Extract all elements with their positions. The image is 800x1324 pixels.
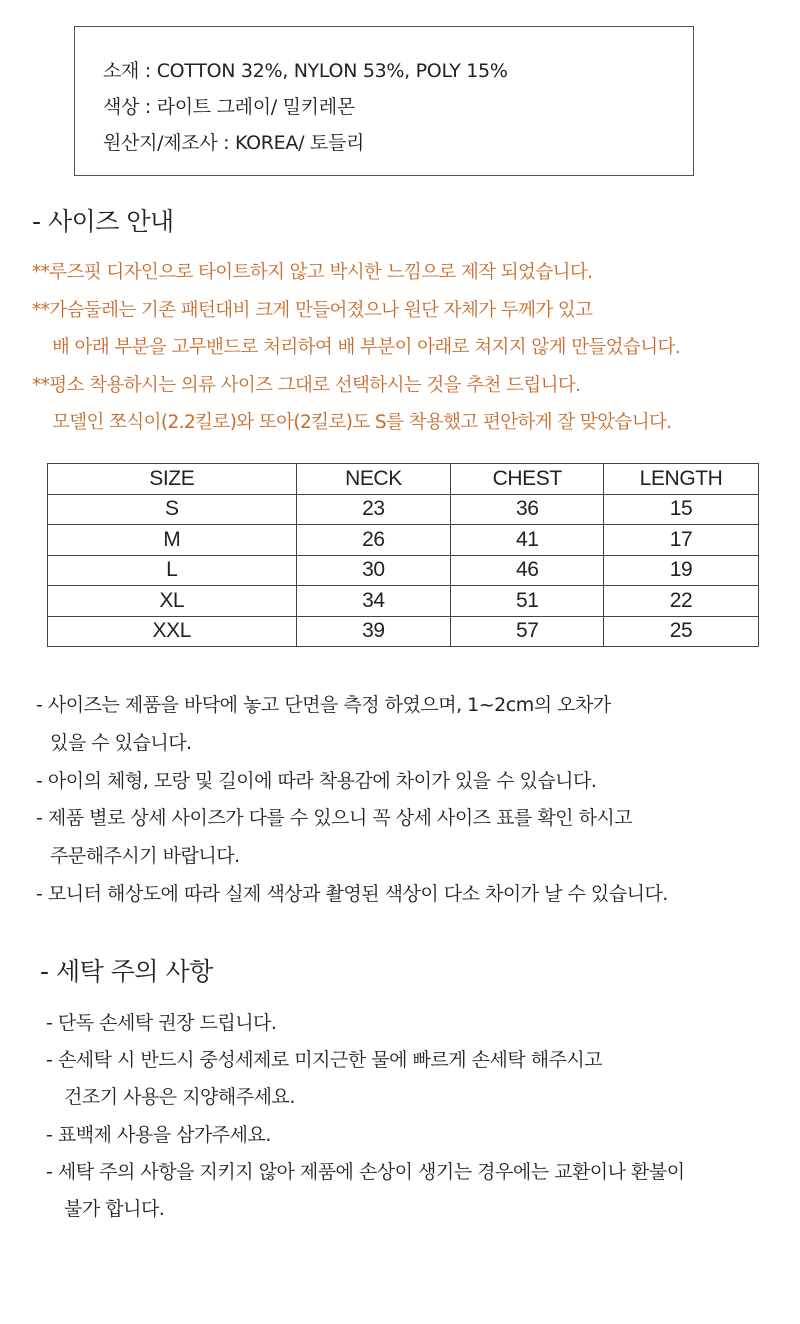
cell-neck: 34	[296, 586, 451, 617]
material-text: 소재 : COTTON 32%, NYLON 53%, POLY 15%	[103, 60, 508, 82]
washing-heading: - 세탁 주의 사항	[40, 957, 213, 986]
washing-note-1: - 단독 손세탁 권장 드립니다.	[46, 1012, 277, 1034]
size-note-5: 모델인 쪼식이(2.2킬로)와 또아(2킬로)도 S를 착용했고 편안하게 잘 맞았습니다.	[52, 412, 672, 433]
cell-size: XXL	[48, 616, 297, 647]
washing-note-3: 건조기 사용은 지양해주세요.	[64, 1086, 295, 1108]
header-chest: CHEST	[451, 464, 604, 495]
header-length: LENGTH	[604, 464, 759, 495]
cell-length: 22	[604, 586, 759, 617]
measure-note-5: 주문해주시기 바랍니다.	[50, 845, 240, 867]
cell-neck: 26	[296, 525, 451, 556]
cell-chest: 41	[451, 525, 604, 556]
washing-note-5: - 세탁 주의 사항을 지키지 않아 제품에 손상이 생기는 경우에는 교환이나 환불이	[46, 1161, 685, 1183]
measure-note-2: 있을 수 있습니다.	[50, 732, 192, 754]
size-note-2: **가슴둘레는 기존 패턴대비 크게 만들어졌으나 원단 자체가 두께가 있고	[32, 300, 593, 321]
cell-chest: 46	[451, 555, 604, 586]
size-note-4: **평소 착용하시는 의류 사이즈 그대로 선택하시는 것을 추천 드립니다.	[32, 375, 581, 396]
table-row	[48, 555, 759, 586]
washing-note-2: - 손세탁 시 반드시 중성세제로 미지근한 물에 빠르게 손세탁 해주시고	[46, 1049, 603, 1071]
cell-length: 25	[604, 616, 759, 647]
washing-note-6: 불가 합니다.	[64, 1198, 165, 1220]
table-row	[48, 586, 759, 617]
product-info-box	[74, 26, 694, 176]
washing-note-4: - 표백제 사용을 삼가주세요.	[46, 1124, 271, 1146]
cell-chest: 51	[451, 586, 604, 617]
cell-length: 15	[604, 494, 759, 525]
cell-size: S	[48, 494, 297, 525]
measure-note-1: - 사이즈는 제품을 바닥에 놓고 단면을 측정 하였으며, 1~2cm의 오차가	[36, 694, 611, 716]
measure-note-3: - 아이의 체형, 모랑 및 길이에 따라 착용감에 차이가 있을 수 있습니다.	[36, 770, 597, 792]
size-note-1: **루즈핏 디자인으로 타이트하지 않고 박시한 느낌으로 제작 되었습니다.	[32, 262, 593, 283]
table-header-row	[48, 464, 759, 495]
table-row	[48, 616, 759, 647]
origin-text: 원산지/제조사 : KOREA/ 토들리	[103, 132, 365, 154]
header-neck: NECK	[296, 464, 451, 495]
measure-note-4: - 제품 별로 상세 사이즈가 다를 수 있으니 꼭 상세 사이즈 표를 확인 하시고	[36, 807, 633, 829]
cell-neck: 39	[296, 616, 451, 647]
size-table	[47, 463, 759, 647]
cell-chest: 36	[451, 494, 604, 525]
cell-chest: 57	[451, 616, 604, 647]
table-row	[48, 494, 759, 525]
color-text: 색상 : 라이트 그레이/ 밀키레몬	[103, 96, 355, 118]
cell-size: XL	[48, 586, 297, 617]
cell-length: 19	[604, 555, 759, 586]
size-note-3: 배 아래 부분을 고무밴드로 처리하여 배 부분이 아래로 쳐지지 않게 만들었습니다.	[52, 337, 681, 358]
measure-note-6: - 모니터 해상도에 따라 실제 색상과 촬영된 색상이 다소 차이가 날 수 있습니다.	[36, 883, 668, 905]
cell-size: M	[48, 525, 297, 556]
size-guide-heading: - 사이즈 안내	[32, 207, 174, 236]
cell-neck: 30	[296, 555, 451, 586]
table-row	[48, 525, 759, 556]
cell-size: L	[48, 555, 297, 586]
header-size: SIZE	[48, 464, 297, 495]
cell-length: 17	[604, 525, 759, 556]
cell-neck: 23	[296, 494, 451, 525]
